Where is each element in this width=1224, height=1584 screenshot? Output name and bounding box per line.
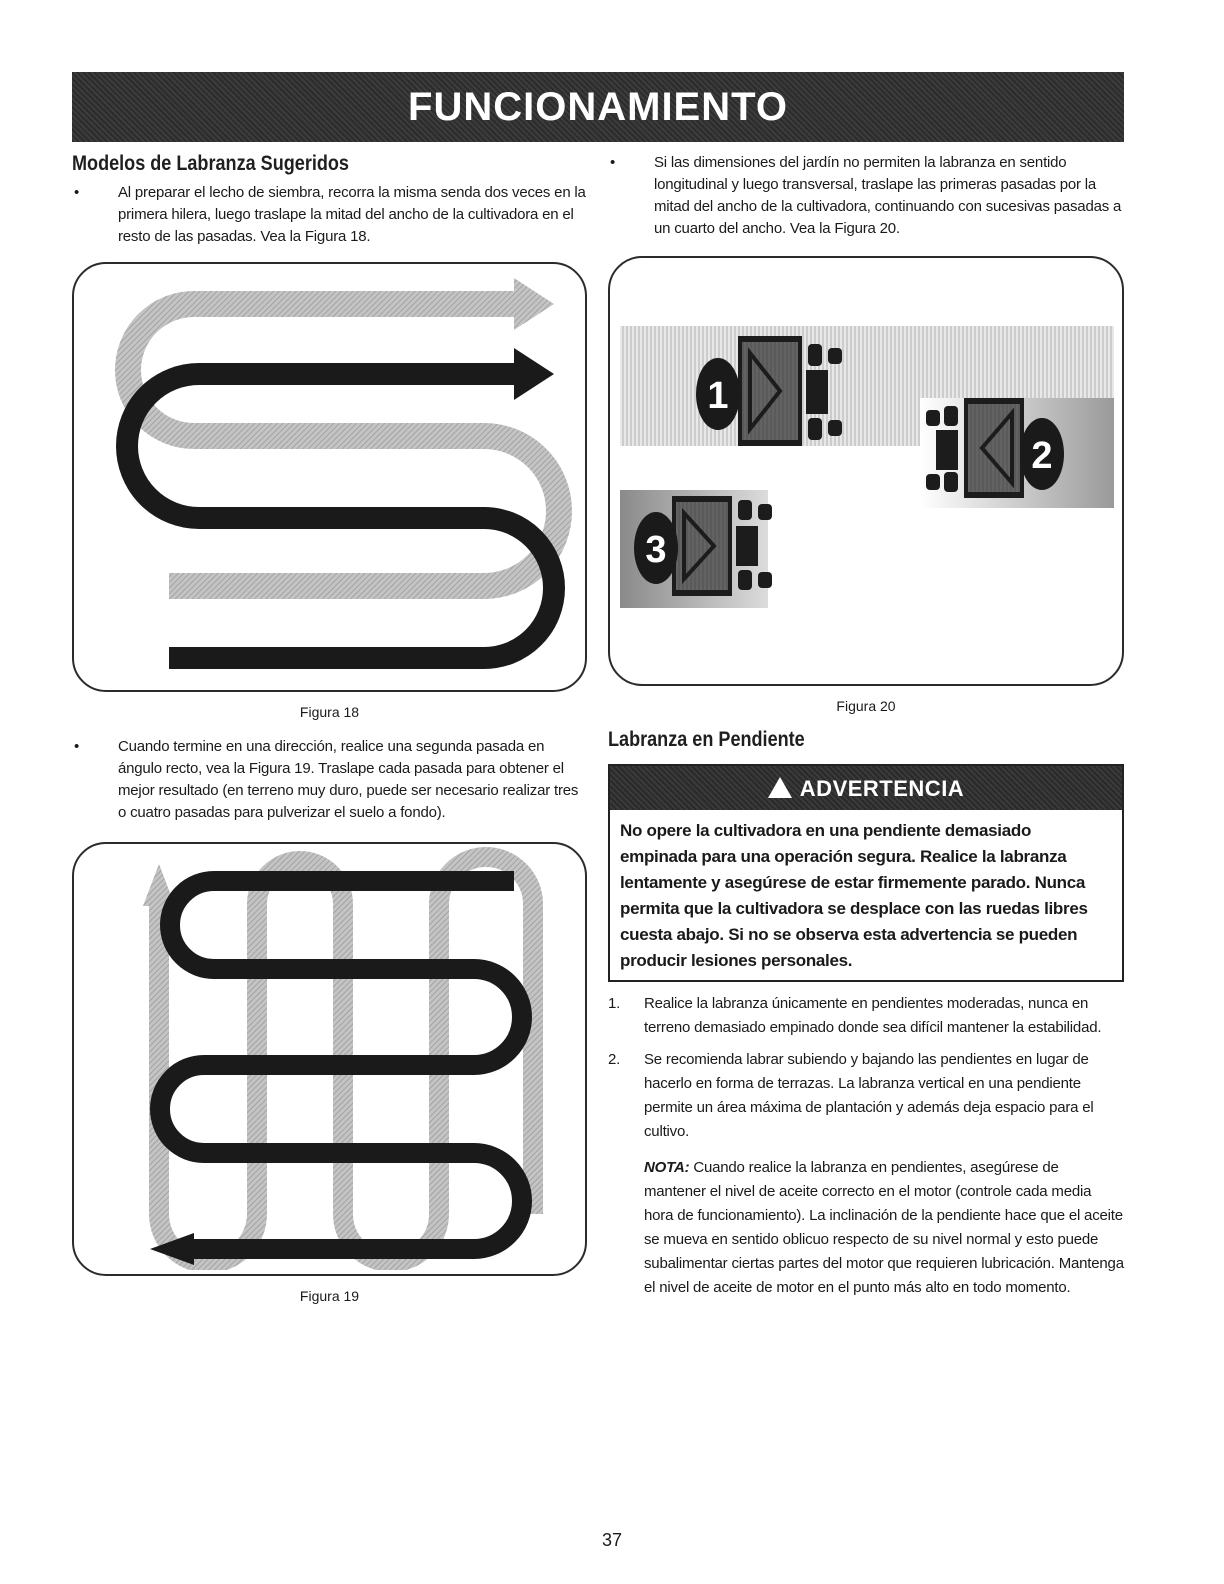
bullet-right-angle: [72, 736, 587, 824]
page-number: 37: [601, 1530, 623, 1550]
left-column: [72, 152, 587, 1304]
warning-title: ADVERTENCIA: [799, 775, 965, 801]
bullet-dot: •: [610, 154, 616, 171]
tiller-2-badge: [1020, 418, 1064, 490]
list-item-1: [608, 992, 1124, 1040]
section-title: FUNCIONAMIENTO: [408, 84, 788, 129]
section-banner: [72, 72, 1124, 142]
note-text: Cuando realice la labranza en pendientes, asegúrese de mantener el nivel de aceite correcto en el motor (controle cada media hora de funcionamiento). La inclinación de la pendiente hace que el aceite se mueva en sentido oblicuo respecto de su nivel normal y esto puede subalimentar ciertas partes del motor que requieren lubricación. Mantenga el nivel de aceite de motor en el punto más alto en todo momento.: [644, 1159, 1124, 1296]
tiller-1-label: 1: [707, 375, 729, 417]
figure-19: [72, 842, 587, 1276]
figure-18-caption: Figura 18: [299, 704, 360, 720]
black-pass-path: [127, 374, 554, 658]
note-label: NOTA:: [644, 1159, 690, 1176]
figure-20-caption: Figura 20: [836, 698, 896, 714]
tiller-3-badge: [634, 512, 678, 584]
heading-slope-tilling: Labranza en Pendiente: [608, 728, 805, 751]
right-column: [608, 152, 1124, 1300]
figure-20: [608, 256, 1124, 686]
bullet-overlap-quarter-text: Si las dimensiones del jardín no permiten la labranza en sentido longitudinal y luego transversal, traslape las primeras pasadas por la mitad del ancho de la cultivadora, continuando con sucesivas pasadas a un cuarto del ancho. Vea la Figura 20.: [654, 154, 1122, 237]
warning-label: [768, 775, 964, 802]
bullet-right-angle-text: Cuando termine en una dirección, realice una segunda pasada en ángulo recto, vea la Figura 19. Traslape cada pasada para obtener el mejor resultado (en terreno muy duro, puede ser necesario realizar tres o cuatro pasadas para pulverizar el suelo a fondo).: [118, 738, 579, 821]
bullet-overlap-quarter: [608, 152, 1124, 240]
tiller-1-badge: [696, 358, 740, 430]
warning-header: [610, 766, 1122, 810]
gray-arrow-head: [514, 278, 554, 330]
list-item-1-number: 1.: [608, 995, 621, 1012]
bullet-seedbed: [72, 182, 587, 248]
bullet-dot: •: [74, 738, 80, 755]
warning-box: [608, 764, 1124, 982]
figure-18: [72, 262, 587, 692]
figure-19-caption: Figura 19: [299, 1288, 360, 1304]
bullet-dot: •: [74, 184, 80, 201]
heading-suggested-patterns: Modelos de Labranza Sugeridos: [72, 152, 349, 175]
figure-20-diagram: [610, 258, 1122, 680]
list-item-2: [608, 1048, 1124, 1144]
black-arrow-head: [514, 348, 554, 400]
bullet-seedbed-text: Al preparar el lecho de siembra, recorra la misma senda dos veces en la primera hilera, luego traslape la mitad del ancho de la cultivadora en el resto de las pasadas. Vea la Figura 18.: [118, 184, 586, 245]
warning-text: No opere la cultivadora en una pendiente demasiado empinada para una operación segura. Realice la labranza lentamente y asegúrese de estar firmemente parado. Nunca permita que la cultivadora se desplace con las ruedas libres cuesta abajo. Si no se observa esta advertencia se pueden producir lesiones personales.: [620, 821, 1088, 970]
tiller-3-label: 3: [645, 529, 667, 571]
note-paragraph: [608, 1156, 1124, 1300]
list-item-2-number: 2.: [608, 1051, 621, 1068]
warning-triangle-icon: [768, 777, 792, 798]
list-item-1-text: Realice la labranza únicamente en pendientes moderadas, nunca en terreno demasiado empinado donde sea difícil mantener la estabilidad.: [644, 995, 1102, 1036]
list-item-2-text: Se recomienda labrar subiendo y bajando las pendientes en lugar de hacerlo en forma de terrazas. La labranza vertical en una pendiente permite un área máxima de plantación y además deja espacio para el cultivo.: [644, 1051, 1094, 1140]
figure-19-diagram: [74, 844, 585, 1270]
tiller-2-label: 2: [1031, 435, 1053, 477]
figure-18-diagram: [74, 264, 585, 686]
gray-pass-path: [128, 304, 559, 586]
